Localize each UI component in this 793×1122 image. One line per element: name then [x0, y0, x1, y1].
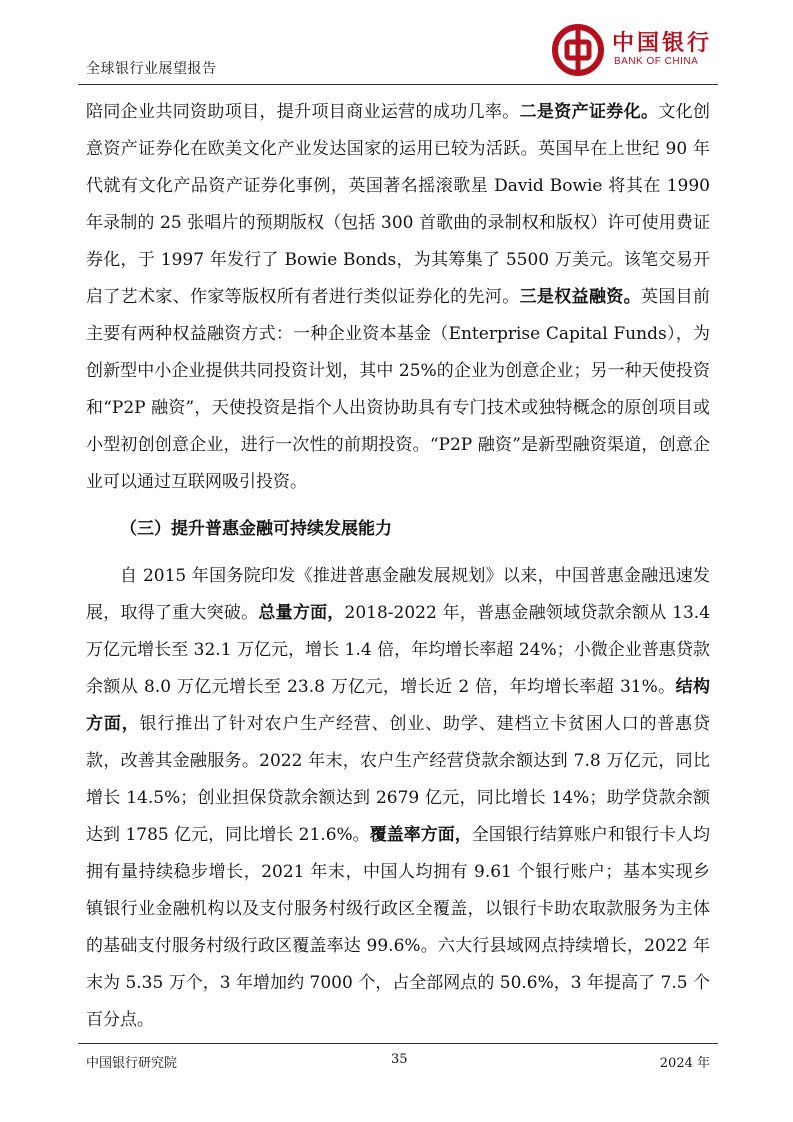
text-run: 文化创意资产证券化在欧美文化产业发达国家的运用已较为活跃。英国早在上世纪 90 年代就有文化产品资产证券化事例，英国著名摇滚歌星 David Bowie 将其在 1990 年录制的 25 张唱片的预期版权（包括 300 首歌曲的录制权和版权）许可使用费证券化，于 1997 年发行了 Bowie Bonds，为其筹集了 5500 万美元。该笔交易开启了艺术家、作家等版权所有者进行类似证券化的先河。 [86, 102, 711, 307]
report-title: 全球银行业展望报告 [86, 61, 217, 77]
section-heading: （三）提升普惠金融可持续发展能力 [120, 519, 392, 539]
bold-run: 覆盖率方面， [369, 825, 472, 845]
footer-divider [78, 1043, 718, 1044]
header-divider [78, 84, 718, 85]
paragraph-securitization [86, 94, 710, 501]
text-run: 陪同企业共同资助项目，提升项目商业运营的成功几率。 [86, 102, 520, 122]
bold-run: 三是权益融资。 [519, 287, 641, 307]
text-run: 英国目前主要有两种权益融资方式：一种企业资本基金（Enterprise Capital Funds），为创新型中小企业提供共同投资计划，其中 25%的企业为创意企业；另一种天使投资和“P2P 融资”，天使投资是指个人出资协助具有专门技术或独特概念的原创项目或小型初创创意企业，进行一次性的前期投资。“P2P 融资”是新型融资渠道，创意企业可以通过互联网吸引投资。 [86, 287, 711, 492]
footer-institute: 中国银行研究院 [86, 1056, 178, 1071]
paragraph-inclusive-finance [86, 558, 710, 1039]
text-run: 银行推出了针对农户生产经营、创业、助学、建档立卡贫困人口的普惠贷款，改善其金融服务。2022 年末，农户生产经营贷款余额达到 7.8 万亿元，同比增长 14.5%；创业担保贷款余额达到 2679 亿元，同比增长 14%；助学贷款余额达到 1785 亿元，同比增长 21.6%。 [86, 714, 711, 845]
boc-logo-icon [552, 24, 604, 76]
logo-chinese-text: 中国银行 [612, 30, 713, 56]
page-body [86, 94, 710, 1039]
logo-english-text: BANK OF CHINA [614, 56, 699, 67]
page-header [78, 20, 718, 82]
text-run: 全国银行结算账户和银行卡人均拥有量持续稳步增长，2021 年末，中国人均拥有 9.61 个银行账户；基本实现乡镇银行业金融机构以及支付服务村级行政区全覆盖，以银行卡助农取款服务为主体的基础支付服务村级行政区覆盖率达 99.6%。六大行县域网点持续增长，2022 年末为 5.35 万个，3 年增加约 7000 个，占全部网点的 50.6%，3 年提高了 7.5 个百分点。 [86, 825, 710, 1030]
text-run: 2018-2022 年，普惠金融领域贷款余额从 13.4 万亿元增长至 32.1 万亿元，增长 1.4 倍，年均增长率超 24%；小微企业普惠贷款余额从 8.0 万亿元增长至 23.8 万亿元，增长近 2 倍，年均增长率超 31%。 [86, 603, 711, 697]
bold-run: 总量方面， [258, 603, 345, 623]
bank-logo [552, 20, 712, 80]
page-number: 35 [391, 1052, 408, 1067]
bold-run: 二是资产证券化。 [519, 102, 659, 122]
footer-year: 2024 年 [659, 1056, 710, 1071]
bold-run: 结构方面， [86, 677, 710, 734]
text-run: 自 2015 年国务院印发《推进普惠金融发展规划》以来，中国普惠金融迅速发展，取得了重大突破。 [86, 566, 710, 623]
